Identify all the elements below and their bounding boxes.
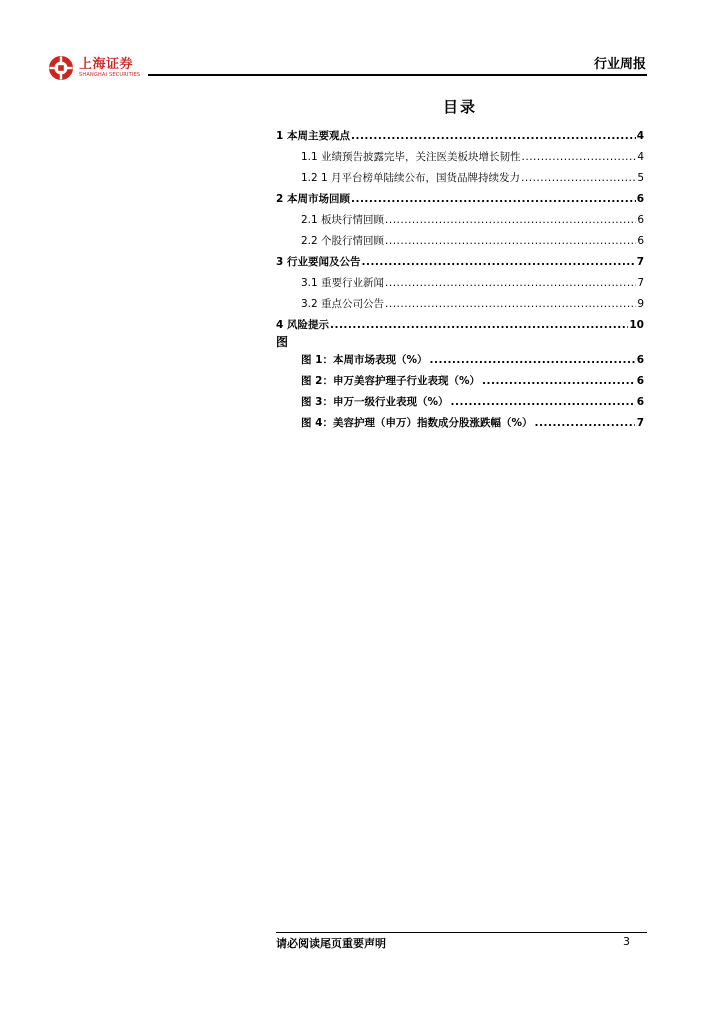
toc-entry-page: 6: [637, 235, 644, 247]
toc-entry-page: 4: [636, 130, 644, 142]
toc-leader-dots: [351, 130, 636, 142]
figure-leader-dots: [482, 375, 635, 387]
toc-entry-title: 2.2 个股行情回顾: [301, 235, 385, 247]
toc-heading: 目录: [443, 98, 478, 116]
toc-entry[interactable]: [276, 296, 644, 317]
toc-leader-dots: [330, 319, 628, 331]
toc-leader-dots: [385, 277, 636, 289]
toc-entry-page: 4: [637, 151, 644, 163]
table-of-contents: [276, 128, 644, 338]
toc-leader-dots: [385, 214, 636, 226]
toc-entry-page: 6: [636, 193, 644, 205]
figure-list-heading: 图: [276, 335, 289, 349]
toc-entry-page: 9: [637, 298, 644, 310]
toc-entry-page: 6: [637, 214, 644, 226]
figure-entry-title: 图 3：申万一级行业表现（%）: [301, 396, 449, 408]
disclaimer-note: 请必阅读尾页重要声明: [276, 937, 386, 950]
toc-entry-title: 2.1 板块行情回顾: [301, 214, 385, 226]
toc-entry-page: 7: [636, 256, 644, 268]
toc-entry[interactable]: [276, 317, 644, 338]
toc-entry[interactable]: [276, 233, 644, 254]
logo-english-name: SHANGHAI SECURITIES: [79, 72, 141, 78]
toc-entry[interactable]: [276, 128, 644, 149]
page-number: 3: [623, 935, 630, 948]
toc-leader-dots: [351, 193, 636, 205]
toc-entry-page: 5: [637, 172, 644, 184]
toc-entry[interactable]: [276, 170, 644, 191]
footer-divider: [276, 932, 647, 933]
toc-entry-title: 1 本周主要观点: [276, 130, 350, 142]
figure-entry-page: 6: [636, 396, 644, 408]
toc-entry-title: 2 本周市场回顾: [276, 193, 350, 205]
figure-leader-dots: [450, 396, 634, 408]
figure-entry-page: 6: [636, 375, 644, 387]
figure-entry-title: 图 2：申万美容护理子行业表现（%）: [301, 375, 480, 387]
figure-entry[interactable]: [276, 373, 644, 394]
toc-entry-title: 3 行业要闻及公告: [276, 256, 361, 268]
toc-leader-dots: [521, 172, 636, 184]
toc-entry[interactable]: [276, 275, 644, 296]
toc-entry-title: 4 风险提示: [276, 319, 329, 331]
toc-entry-page: 10: [629, 319, 644, 331]
toc-entry[interactable]: [276, 212, 644, 233]
figure-entry[interactable]: [276, 352, 644, 373]
toc-entry-page: 7: [637, 277, 644, 289]
figure-entry-title: 图 1：本周市场表现（%）: [301, 354, 428, 366]
toc-leader-dots: [522, 151, 637, 163]
list-of-figures: [276, 352, 644, 436]
toc-entry-title: 1.1 业绩预告披露完毕，关注医美板块增长韧性: [301, 151, 521, 163]
company-logo: [48, 54, 140, 82]
toc-entry[interactable]: [276, 191, 644, 212]
toc-entry-title: 3.2 重点公司公告: [301, 298, 385, 310]
figure-leader-dots: [429, 354, 634, 366]
toc-leader-dots: [361, 256, 635, 268]
toc-entry[interactable]: [276, 254, 644, 275]
header-divider: [148, 74, 647, 76]
figure-entry-page: 7: [636, 417, 644, 429]
figure-entry[interactable]: [276, 415, 644, 436]
toc-entry-title: 1.2 1 月平台榜单陆续公布，国货品牌持续发力: [301, 172, 521, 184]
shanghai-securities-logo-icon: [48, 55, 74, 81]
logo-chinese-name: 上海证券: [79, 57, 134, 72]
toc-leader-dots: [385, 235, 636, 247]
report-type: 行业周报: [593, 57, 646, 72]
figure-leader-dots: [534, 417, 634, 429]
toc-entry[interactable]: [276, 149, 644, 170]
figure-entry-title: 图 4：美容护理（申万）指数成分股涨跌幅（%）: [301, 417, 533, 429]
toc-leader-dots: [385, 298, 636, 310]
figure-entry[interactable]: [276, 394, 644, 415]
figure-entry-page: 6: [636, 354, 644, 366]
toc-entry-title: 3.1 重要行业新闻: [301, 277, 385, 289]
